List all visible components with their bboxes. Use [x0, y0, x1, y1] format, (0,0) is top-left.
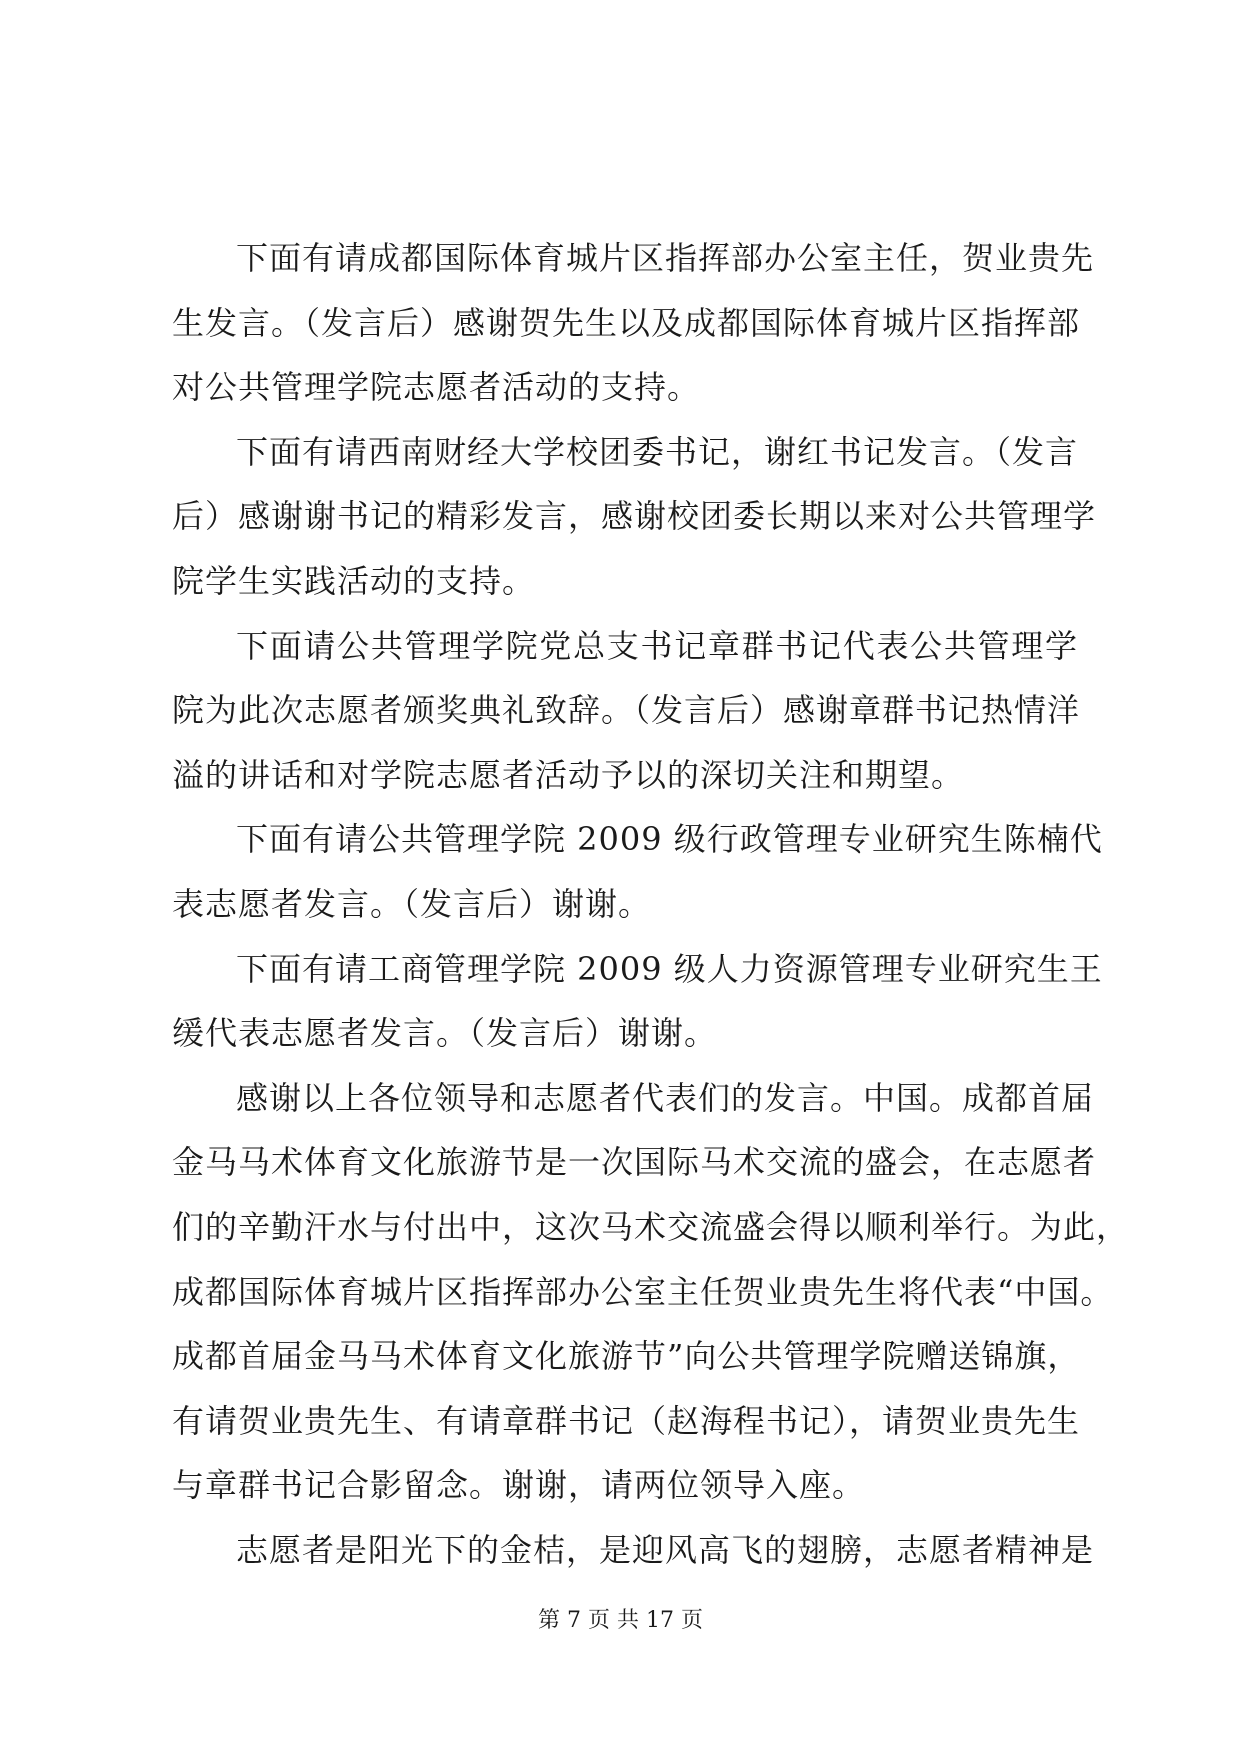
text-line: 表志愿者发言。（发言后）谢谢。	[172, 884, 652, 923]
text-line: 下面有请西南财经大学校团委书记，谢红书记发言。（发言	[236, 432, 1079, 471]
text-line: 院为此次志愿者颁奖典礼致辞。（发言后）感谢章群书记热情洋	[172, 691, 1081, 730]
text-line: 成都首届金马马术体育文化旅游节”向公共管理学院赠送锦旗，	[172, 1337, 1081, 1376]
text-line: 志愿者是阳光下的金桔，是迎风高飞的翅膀，志愿者精神是	[236, 1530, 1095, 1569]
text-line: 生发言。（发言后）感谢贺先生以及成都国际体育城片区指挥部	[172, 303, 1081, 342]
text-line: 对公共管理学院志愿者活动的支持。	[172, 368, 701, 407]
text-line: 溢的讲话和对学院志愿者活动予以的深切关注和期望。	[172, 755, 965, 794]
text-line: 成都国际体育城片区指挥部办公室主任贺业贵先生将代表“中国。	[172, 1272, 1114, 1311]
text-line: 下面有请成都国际体育城片区指挥部办公室主任，贺业贵先	[236, 239, 1095, 277]
text-line: 感谢以上各位领导和志愿者代表们的发言。中国。成都首届	[236, 1078, 1095, 1117]
body-text	[172, 226, 1130, 1582]
text-line: 后）感谢谢书记的精彩发言，感谢校团委长期以来对公共管理学	[172, 497, 1097, 536]
text-line: 下面请公共管理学院党总支书记章群书记代表公共管理学	[236, 626, 1078, 665]
text-line: 下面有请公共管理学院 2009 级行政管理专业研究生陈楠代	[236, 820, 1103, 859]
text-line: 们的辛勤汗水与付出中，这次马术交流盛会得以顺利举行。为此，	[172, 1207, 1130, 1246]
page-number-footer: 第 7 页 共 17 页	[538, 1608, 703, 1633]
text-line: 下面有请工商管理学院 2009 级人力资源管理专业研究生王	[236, 949, 1103, 988]
text-line: 有请贺业贵先生、有请章群书记（赵海程书记），请贺业贵先生	[172, 1401, 1081, 1440]
text-line: 院学生实践活动的支持。	[172, 561, 536, 600]
text-line: 缓代表志愿者发言。（发言后）谢谢。	[172, 1014, 718, 1053]
text-line: 与章群书记合影留念。谢谢，请两位领导入座。	[172, 1466, 866, 1505]
text-line: 金马马术体育文化旅游节是一次国际马术交流的盛会，在志愿者	[172, 1143, 1097, 1182]
